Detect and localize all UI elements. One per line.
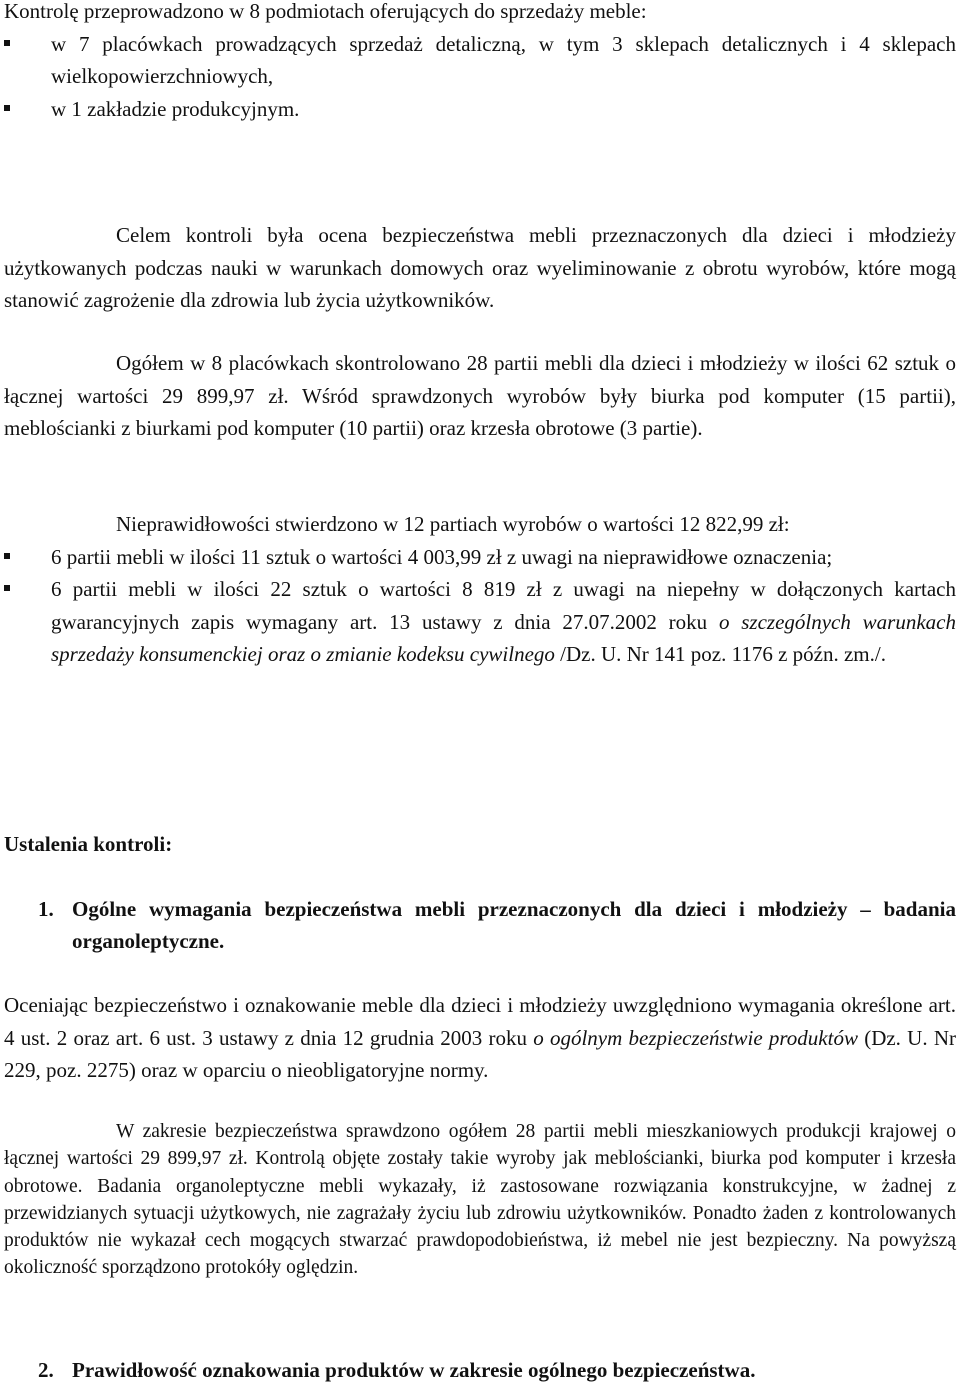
irregularities-bullet-1: 6 partii mebli w ilości 11 sztuk o wartości 4 003,99 zł z uwagi na nieprawidłowe oznaczenia; (51, 544, 833, 569)
list-item (4, 93, 956, 126)
section-1-heading (38, 893, 956, 957)
bullet-icon (4, 573, 51, 605)
summary-paragraph: Ogółem w 8 placówkach skontrolowano 28 partii mebli dla dzieci i młodzieży w ilości 62 sztuk o łącznej wartości 29 899,97 zł. Wśród sprawdzonych wyrobów były biurka pod komputer (15 partii), meblościanki z biurkami pod komputer (10 partii) oraz krzesła obrotowe (3 partie). (4, 351, 956, 440)
act-title-italic: o ogólnym bezpieczeństwie produktów (533, 1025, 858, 1050)
intro-section (4, 0, 956, 125)
safety-paragraph: W zakresie bezpieczeństwa sprawdzono ogółem 28 partii mebli mieszkaniowych produkcji krajowej o łącznej wartości 29 899,97 zł. Kontrolą objęte zostały takie wyroby jak meblościanki, biurka pod komputer i krzesła obrotowe. Badania organoleptyczne mebli wykazały, iż zastosowane rozwiązania konstrukcyjne, w żadnej z przewidzianych sytuacji użytkowych, nie zagrażały życiu lub zdrowiu użytkowników. Ponadto żaden z kontrolowanych produktów nie wykazał cech mogących stwarzać prawdopodobieństwa, iż mebel nie jest bezpieczny. Na powyższą okoliczność sporządzono protokóły oględzin. (4, 1121, 956, 1279)
act-title-italic: o szczególnych warunkach sprzedaży konsumenckiej oraz o zmianie kodeksu cywilnego (51, 609, 956, 666)
intro-bullet-1: w 7 placówkach prowadzących sprzedaż detaliczną, w tym 3 sklepach detalicznych i 4 sklepach wielkopowierzchniowych, (51, 31, 956, 88)
bullet-icon (4, 93, 51, 125)
purpose-paragraph: Celem kontroli była ocena bezpieczeństwa mebli przeznaczonych dla dzieci i młodzieży użytkowanych podczas nauki w warunkach domowych oraz wyeliminowanie z obrotu wyrobów, które mogą stanowić zagrożenie dla zdrowia lub życia użytkowników. (4, 223, 956, 312)
bullet-2-citation: /Dz. U. Nr 141 poz. 1176 z późn. zm./. (554, 642, 886, 666)
intro-lead: Kontrolę przeprowadzono w 8 podmiotach oferujących do sprzedaży meble: (4, 0, 647, 23)
irregularities-lead: Nieprawidłowości stwierdzono w 12 partiach wyrobów o wartości 12 822,99 zł: (116, 512, 790, 536)
intro-bullet-2: w 1 zakładzie produkcyjnym. (51, 96, 300, 121)
irregularities-bullet-2 (51, 573, 956, 671)
irregularities-section (4, 508, 956, 671)
section-1-title: Ogólne wymagania bezpieczeństwa mebli przeznaczonych dla dzieci i młodzieży – badania organoleptyczne. (72, 897, 956, 953)
bullet-2-text: 6 partii mebli w ilości 22 sztuk o wartości 8 819 zł z uwagi na niepełny w dołączonych kartach gwarancyjnych zapis wymagany art. 13 ustawy z dnia 27.07.2002 roku (51, 577, 956, 634)
section-2-title: Prawidłowość oznakowania produktów w zakresie ogólnego bezpieczeństwa. (72, 1358, 756, 1382)
section-1-number: 1. (38, 897, 54, 921)
bullet-icon (4, 28, 51, 60)
section-2-heading (38, 1354, 956, 1386)
findings-heading: Ustalenia kontroli: (4, 832, 173, 856)
list-item (4, 573, 956, 671)
assessment-paragraph (4, 989, 956, 1087)
assessment-text: Oceniając bezpieczeństwo i oznakowanie meble dla dzieci i młodzieży uwzględniono wymagania określone art. 4 ust. 2 oraz art. 6 ust. 3 ustawy z dnia 12 grudnia 2003 roku (4, 993, 956, 1050)
list-item (4, 28, 956, 93)
list-item (4, 541, 956, 574)
assessment-citation: (Dz. U. Nr 229, poz. 2275) oraz w oparciu o nieobligatoryjne normy. (4, 1025, 956, 1082)
section-2-number: 2. (38, 1358, 54, 1382)
bullet-icon (4, 541, 51, 573)
